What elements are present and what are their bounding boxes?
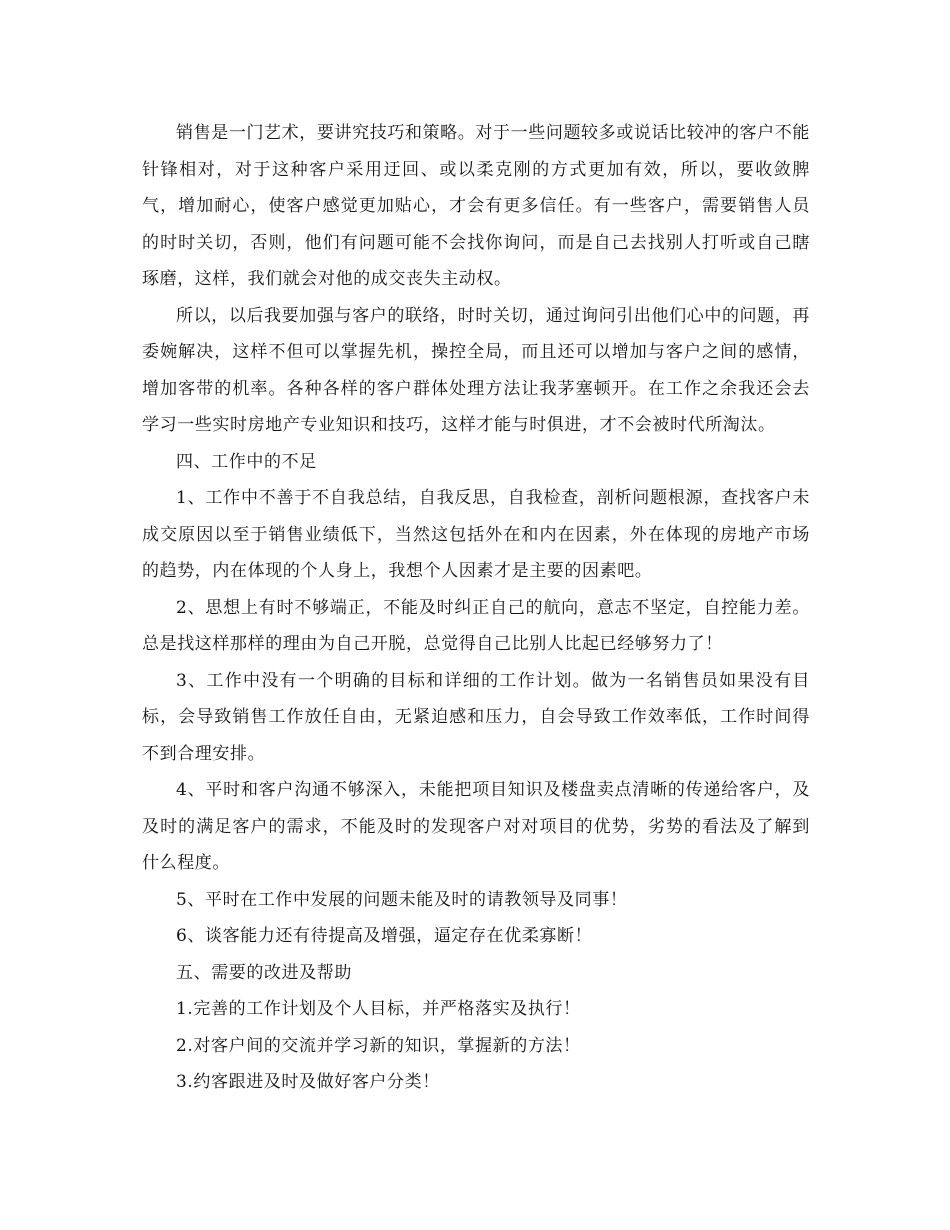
shortcoming-item-6: 6、谈客能力还有待提高及增强，逼定存在优柔寡断！ <box>176 926 593 946</box>
shortcoming-item-3: 3、工作中没有一个明确的目标和详细的工作计划。做为一名销售员如果没有目标，会导致销售工作放任自由，无紧迫感和压力，自会导致工作效率低，工作时间得不到合理安排。 <box>142 670 810 764</box>
shortcoming-item-4: 4、平时和客户沟通不够深入，未能把项目知识及楼盘卖点清晰的传递给客户，及及时的满足客户的需求，不能及时的发现客户对对项目的优势，劣势的看法及了解到什么程度。 <box>142 780 810 873</box>
shortcoming-item-1: 1、工作中不善于不自我总结，自我反思，自我检查，剖析问题根源，查找客户未成交原因以至于销售业绩低下，当然这包括外在和内在因素，外在体现的房地产市场的趋势，内在体现的个人身上，我想个人因素才是主要的因素吧。 <box>142 488 810 581</box>
section-heading-improvements: 五、需要的改进及帮助 <box>176 962 352 983</box>
shortcoming-item-2: 2、思想上有时不够端正，不能及时纠正自己的航向，意志不坚定，自控能力差。总是找这样那样的理由为自己开脱，总觉得自己比别人比起已经够努力了！ <box>142 597 810 654</box>
section-heading-shortcomings: 四、工作中的不足 <box>176 451 317 472</box>
improvement-item-1: 1.完善的工作计划及个人目标，并严格落实及执行！ <box>176 999 581 1019</box>
improvement-item-2: 2.对客户间的交流并学习新的知识，掌握新的方法！ <box>176 1035 581 1056</box>
paragraph-sales-art: 销售是一门艺术，要讲究技巧和策略。对于一些问题较多或说话比较冲的客户不能针锋相对，对于这种客户采用迂回、或以柔克刚的方式更加有效，所以，要收敛脾气，增加耐心，使客户感觉更加贴心，才会有更多信任。有一些客户，需要销售人员的时时关切，否则，他们有问题可能不会找你询问，而是自己去找别人打听或自己瞎琢磨，这样，我们就会对他的成交丧失主动权。 <box>142 123 810 289</box>
document-body <box>142 115 810 1101</box>
improvement-item-3: 3.约客跟进及时及做好客户分类！ <box>176 1072 440 1092</box>
shortcoming-item-5: 5、平时在工作中发展的问题未能及时的请教领导及同事！ <box>176 889 628 910</box>
paragraph-customer-contact: 所以，以后我要加强与客户的联络，时时关切，通过询问引出他们心中的问题，再委婉解决，这样不但可以掌握先机，操控全局，而且还可以增加与客户之间的感情，增加客带的机率。各种各样的客户群体处理方法让我茅塞顿开。在工作之余我还会去学习一些实时房地产专业知识和技巧，这样才能与时俱进，才不会被时代所淘汰。 <box>142 305 810 435</box>
